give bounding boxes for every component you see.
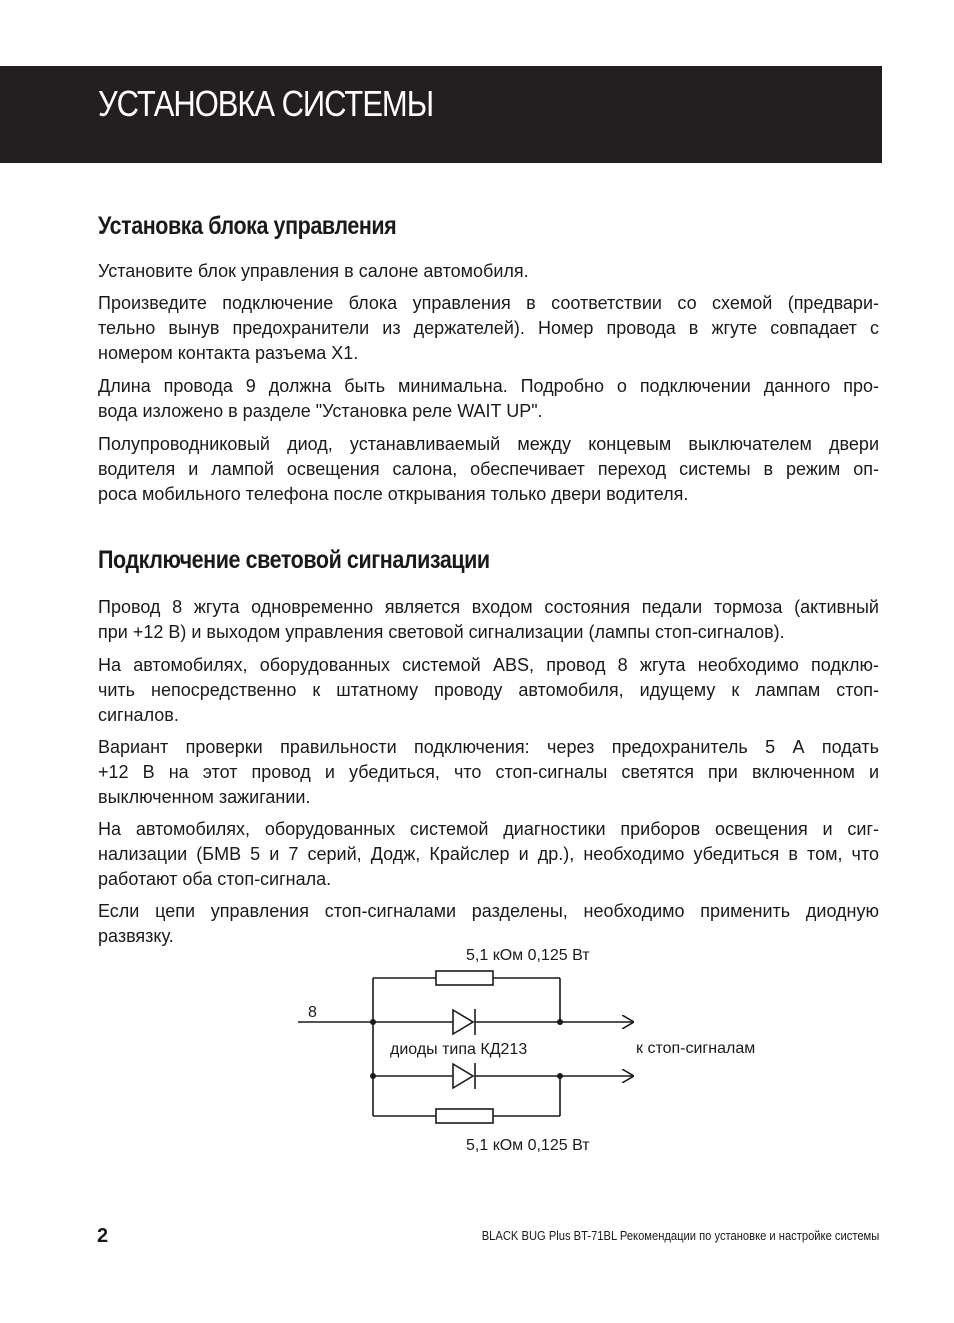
page-number: 2: [97, 1225, 109, 1247]
diode-bottom: [453, 1064, 473, 1088]
text-line: +12 В на этот провод и убедиться, что стоп-сигналы светятся при включенном и: [98, 762, 879, 782]
section-heading-light-signaling: Подключение световой сигнализации: [98, 546, 490, 574]
paragraph: [98, 817, 879, 892]
text-line: роса мобильного телефона после открывания только двери водителя.: [98, 484, 689, 504]
diode-type-label: диоды типа КД213: [390, 1041, 528, 1058]
section-heading-control-unit: Установка блока управления: [98, 212, 397, 240]
text-line: Провод 8 жгута одновременно является входом состояния педали тормоза (активный: [98, 597, 879, 617]
paragraph: [98, 259, 879, 284]
footer-text: BLACK BUG Plus BT-71BL Рекомендации по установке и настройке системы: [481, 1228, 879, 1243]
text-line: тельно вынув предохранители из держателей). Номер провода в жгуте совпадает с: [98, 318, 879, 338]
resistor-top: [436, 971, 493, 985]
text-line: при +12 В) и выходом управления световой сигнализации (лампы стоп-сигналов).: [98, 622, 785, 642]
text-line: На автомобилях, оборудованных системой ABS, провод 8 жгута необходимо подклю-: [98, 655, 879, 675]
paragraph: [98, 653, 879, 728]
text-line: Вариант проверки правильности подключения: через предохранитель 5 А подать: [98, 737, 879, 757]
paragraph: [98, 432, 879, 507]
text-line: Установите блок управления в салоне автомобиля.: [98, 261, 529, 281]
junction-dot: [370, 1019, 376, 1025]
text-line: работают оба стоп-сигнала.: [98, 869, 332, 889]
text-line: сигналов.: [98, 705, 179, 725]
text-line: номером контакта разъема X1.: [98, 343, 359, 363]
text-line: Полупроводниковый диод, устанавливаемый между концевым выключателем двери: [98, 434, 879, 454]
page-title: УСТАНОВКА СИСТЕМЫ: [98, 83, 434, 124]
text-line: выключенном зажигании.: [98, 787, 311, 807]
resistor-top-label: 5,1 кОм 0,125 Вт: [466, 947, 590, 964]
text-line: нализации (БМВ 5 и 7 серий, Додж, Крайслер и др.), необходимо убедиться в том, что: [98, 844, 879, 864]
diode-top: [453, 1010, 473, 1034]
text-line: Произведите подключение блока управления в соответствии со схемой (предвари-: [98, 293, 879, 313]
text-line: развязку.: [98, 926, 174, 946]
resistor-bottom-label: 5,1 кОм 0,125 Вт: [466, 1137, 590, 1154]
text-line: водителя и лампой освещения салона, обеспечивает переход системы в режим оп-: [98, 459, 879, 479]
resistor-bottom: [436, 1109, 493, 1123]
paragraph: [98, 374, 879, 424]
text-line: Если цепи управления стоп-сигналами разделены, необходимо применить диодную: [98, 901, 879, 921]
text-line: вода изложено в разделе "Установка реле WAIT UP".: [98, 401, 543, 421]
junction-dot: [557, 1019, 563, 1025]
junction-dot: [370, 1073, 376, 1079]
wire-number-label: 8: [308, 1004, 317, 1021]
output-label: к стоп-сигналам: [636, 1040, 756, 1057]
diode-decoupling-diagram: [270, 930, 800, 1170]
text-line: На автомобилях, оборудованных системой диагностики приборов освещения и сиг-: [98, 819, 879, 839]
text-line: Длина провода 9 должна быть минимальна. Подробно о подключении данного про-: [98, 376, 879, 396]
paragraph: [98, 595, 879, 645]
text-line: чить непосредственно к штатному проводу автомобиля, идущему к лампам стоп-: [98, 680, 879, 700]
paragraph: [98, 735, 879, 810]
junction-dot: [557, 1073, 563, 1079]
paragraph: [98, 291, 879, 366]
